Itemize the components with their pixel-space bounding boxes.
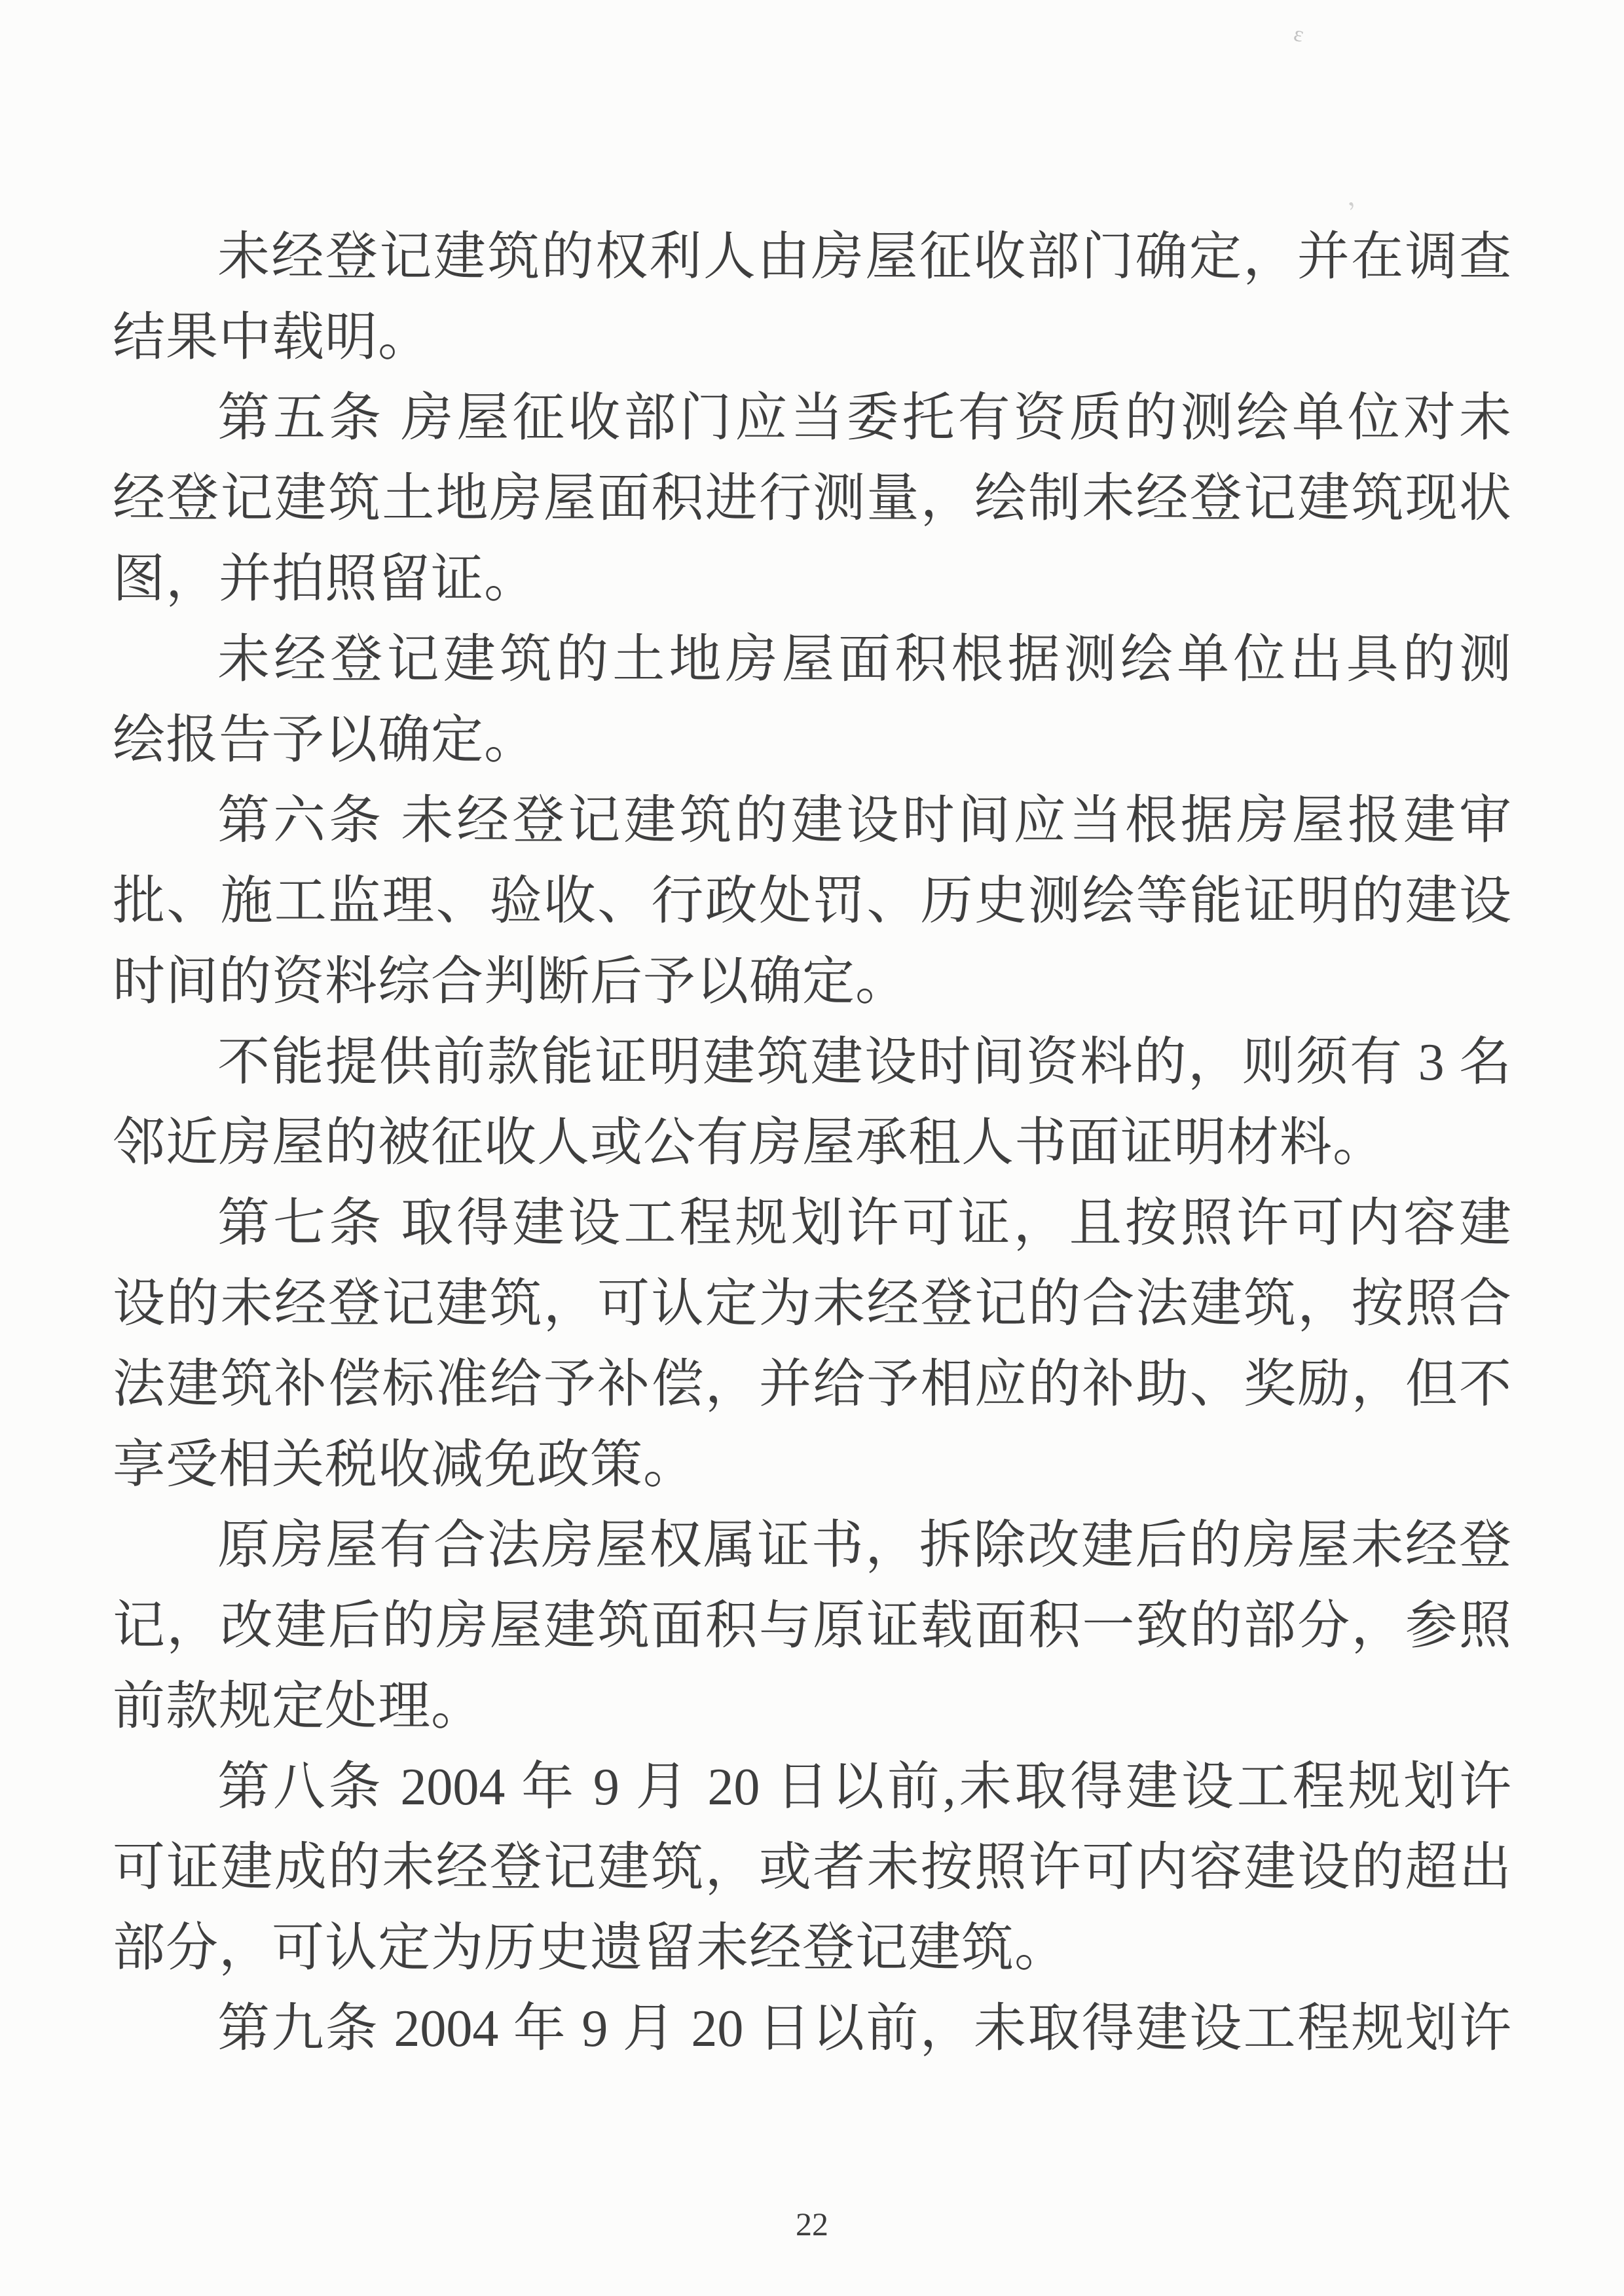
text-line: 法建筑补偿标准给予补偿，并给予相应的补助、奖励，但不 — [113, 1356, 1511, 1413]
text-line: 前款规定处理。 — [113, 1678, 484, 1736]
text-line: 可证建成的未经登记建筑，或者未按照许可内容建设的超出 — [113, 1839, 1511, 1897]
document-text — [113, 217, 1511, 2069]
text-line: 未经登记建筑的权利人由房屋征收部门确定，并在调查 — [217, 228, 1511, 286]
text-line: 享受相关税收减免政策。 — [113, 1436, 696, 1494]
text-line: 原房屋有合法房屋权属证书，拆除改建后的房屋未经登 — [217, 1517, 1511, 1575]
text-line: 第六条 未经登记建筑的建设时间应当根据房屋报建审 — [217, 792, 1511, 850]
text-line: 批、施工监理、验收、行政处罚、历史测绘等能证明的建设 — [113, 873, 1511, 930]
text-line: 第九条 2004 年 9 月 20 日以前，未取得建设工程规划许 — [217, 2000, 1511, 2058]
text-line: 部分，可认定为历史遗留未经登记建筑。 — [113, 1920, 1067, 1977]
text-line: 记，改建后的房屋建筑面积与原证载面积一致的部分，参照 — [113, 1597, 1511, 1655]
text-line: 设的未经登记建筑，可认定为未经登记的合法建筑，按照合 — [113, 1275, 1511, 1333]
text-line: 结果中载明。 — [113, 309, 431, 367]
text-line: 未经登记建筑的土地房屋面积根据测绘单位出具的测 — [217, 631, 1511, 689]
scan-artifact: ε — [1291, 21, 1306, 48]
text-line: 第七条 取得建设工程规划许可证，且按照许可内容建 — [217, 1195, 1511, 1252]
page-number: 22 — [796, 2206, 828, 2242]
text-line: 不能提供前款能证明建筑建设时间资料的，则须有 3 名 — [217, 1034, 1511, 1091]
text-line: 第五条 房屋征收部门应当委托有资质的测绘单位对未 — [217, 390, 1511, 447]
text-line: 经登记建筑土地房屋面积进行测量，绘制未经登记建筑现状 — [113, 470, 1511, 528]
scan-artifact: , — [1340, 179, 1357, 213]
text-line: 图，并拍照留证。 — [113, 551, 537, 608]
text-line: 绘报告予以确定。 — [113, 712, 537, 769]
text-line: 时间的资料综合判断后予以确定。 — [113, 953, 908, 1011]
text-line: 第八条 2004 年 9 月 20 日以前,未取得建设工程规划许 — [217, 1758, 1511, 1816]
text-line: 邻近房屋的被征收人或公有房屋承租人书面证明材料。 — [113, 1114, 1386, 1172]
